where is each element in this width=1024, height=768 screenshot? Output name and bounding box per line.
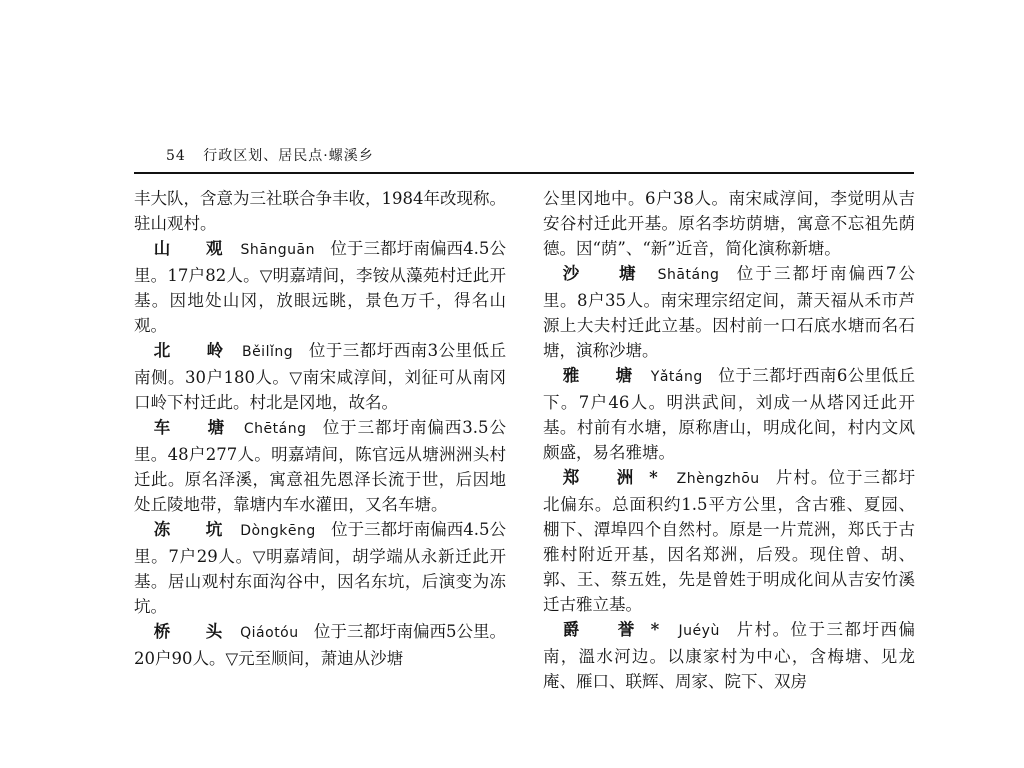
entry-name: 冻 坑 xyxy=(153,520,238,539)
right-column xyxy=(543,186,915,694)
entry-pinyin: Chētáng xyxy=(243,421,307,437)
entry-name: 郑 洲* xyxy=(562,468,673,487)
entry-pinyin: Yǎtáng xyxy=(650,369,703,385)
entry-pinyin: Dòngkēng xyxy=(240,523,316,539)
entry-text: 位于三都圩南偏西4.5公里。17户82人。▽明嘉靖间，李铵从藻苑村迁此开基。因地处山冈，放眼远眺，景色万千，得名山观。 xyxy=(134,239,506,335)
header-rule xyxy=(134,172,914,174)
running-title: 行政区划、居民点·螺溪乡 xyxy=(203,148,374,164)
continued-paragraph xyxy=(543,186,915,261)
entry-text: 片村。位于三都圩西偏南，溫水河边。以康家村为中心，含梅塘、见龙庵、雁口、联辉、周家、院下、双房 xyxy=(543,620,916,691)
entry-dongkeng xyxy=(134,517,506,619)
entry-beiling xyxy=(134,338,506,415)
entry-name: 雅 塘 xyxy=(562,366,648,385)
entry-pinyin: Shānguān xyxy=(240,242,315,258)
entry-pinyin: Zhèngzhōu xyxy=(676,471,760,487)
left-column xyxy=(134,186,506,671)
entry-text: 丰大队，含意为三社联合争丰收，1984年改现称。驻山观村。 xyxy=(134,189,506,233)
entry-text: 公里冈地中。6户38人。南宋咸淳间，李觉明从吉安谷村迁此开基。原名李坊荫塘，寓意不忘祖先荫德。因“荫”、“新”近音，简化演称新塘。 xyxy=(543,189,915,258)
entry-text: 位于三都圩南偏西4.5公里。7户29人。▽明嘉靖间，胡学端从永新迁此开基。居山观村东面沟谷中，因名东坑，后演变为冻坑。 xyxy=(134,520,507,616)
entry-name: 山 观 xyxy=(153,239,238,258)
entry-name: 桥 头 xyxy=(153,622,238,641)
entry-pinyin: Shātáng xyxy=(657,267,720,283)
entry-shatang xyxy=(543,261,915,363)
entry-jueyu xyxy=(543,617,915,694)
entry-name: 爵 誉* xyxy=(562,620,675,639)
entry-text: 位于三都圩南偏西3.5公里。48户277人。明嘉靖间，陈官远从塘洲洲头村迁此。原名泽溪，寓意祖先恩泽长流于世，后因地处丘陵地带，靠塘内车水灌田，又名车塘。 xyxy=(134,418,507,514)
entry-pinyin: Běilǐng xyxy=(241,344,294,360)
entry-text: 位于三都圩西南6公里低丘下。7户46人。明洪武间，刘成一从塔冈迁此开基。村前有水塘，原称唐山，明成化间，村内文风颇盛，易名雅塘。 xyxy=(543,366,916,462)
entry-pinyin: Juéyù xyxy=(678,623,720,639)
continued-paragraph xyxy=(134,186,506,236)
entry-name: 沙 塘 xyxy=(562,264,653,283)
page-number: 54 xyxy=(166,148,186,164)
entry-text: 位于三都圩南偏西5公里。20户90人。▽元至顺间，萧迪从沙塘 xyxy=(134,622,507,668)
entry-zhengzhou xyxy=(543,465,915,617)
entry-text: 位于三都圩西南3公里低丘南侧。30户180人。▽南宋咸淳间，刘征可从南冈口岭下村迁此。村北是冈地，故名。 xyxy=(134,341,506,412)
entry-text: 片村。位于三都圩北偏东。总面积约1.5平方公里，含古雅、夏园、棚下、潭埠四个自然村。原是一片荒洲，郑氏于古雅村附近开基，因名郑洲，后殁。现住曾、胡、郭、王、蔡五姓，先是曾姓于明成化间从吉安竹溪迁古雅立基。 xyxy=(543,468,916,614)
entry-yatang xyxy=(543,363,915,465)
entry-name: 北 岭 xyxy=(153,341,239,360)
entry-qiaotou xyxy=(134,619,506,671)
page-header xyxy=(166,145,374,165)
entry-shanguan xyxy=(134,236,506,338)
entry-text: 位于三都圩南偏西7公里。8户35人。南宋理宗绍定间，萧天福从禾市芦源上大夫村迁此立基。因村前一口石底水塘而名石塘，演称沙塘。 xyxy=(543,264,916,360)
entry-name: 车 塘 xyxy=(153,418,240,437)
entry-pinyin: Qiáotóu xyxy=(240,625,299,641)
entry-chetang xyxy=(134,415,506,517)
